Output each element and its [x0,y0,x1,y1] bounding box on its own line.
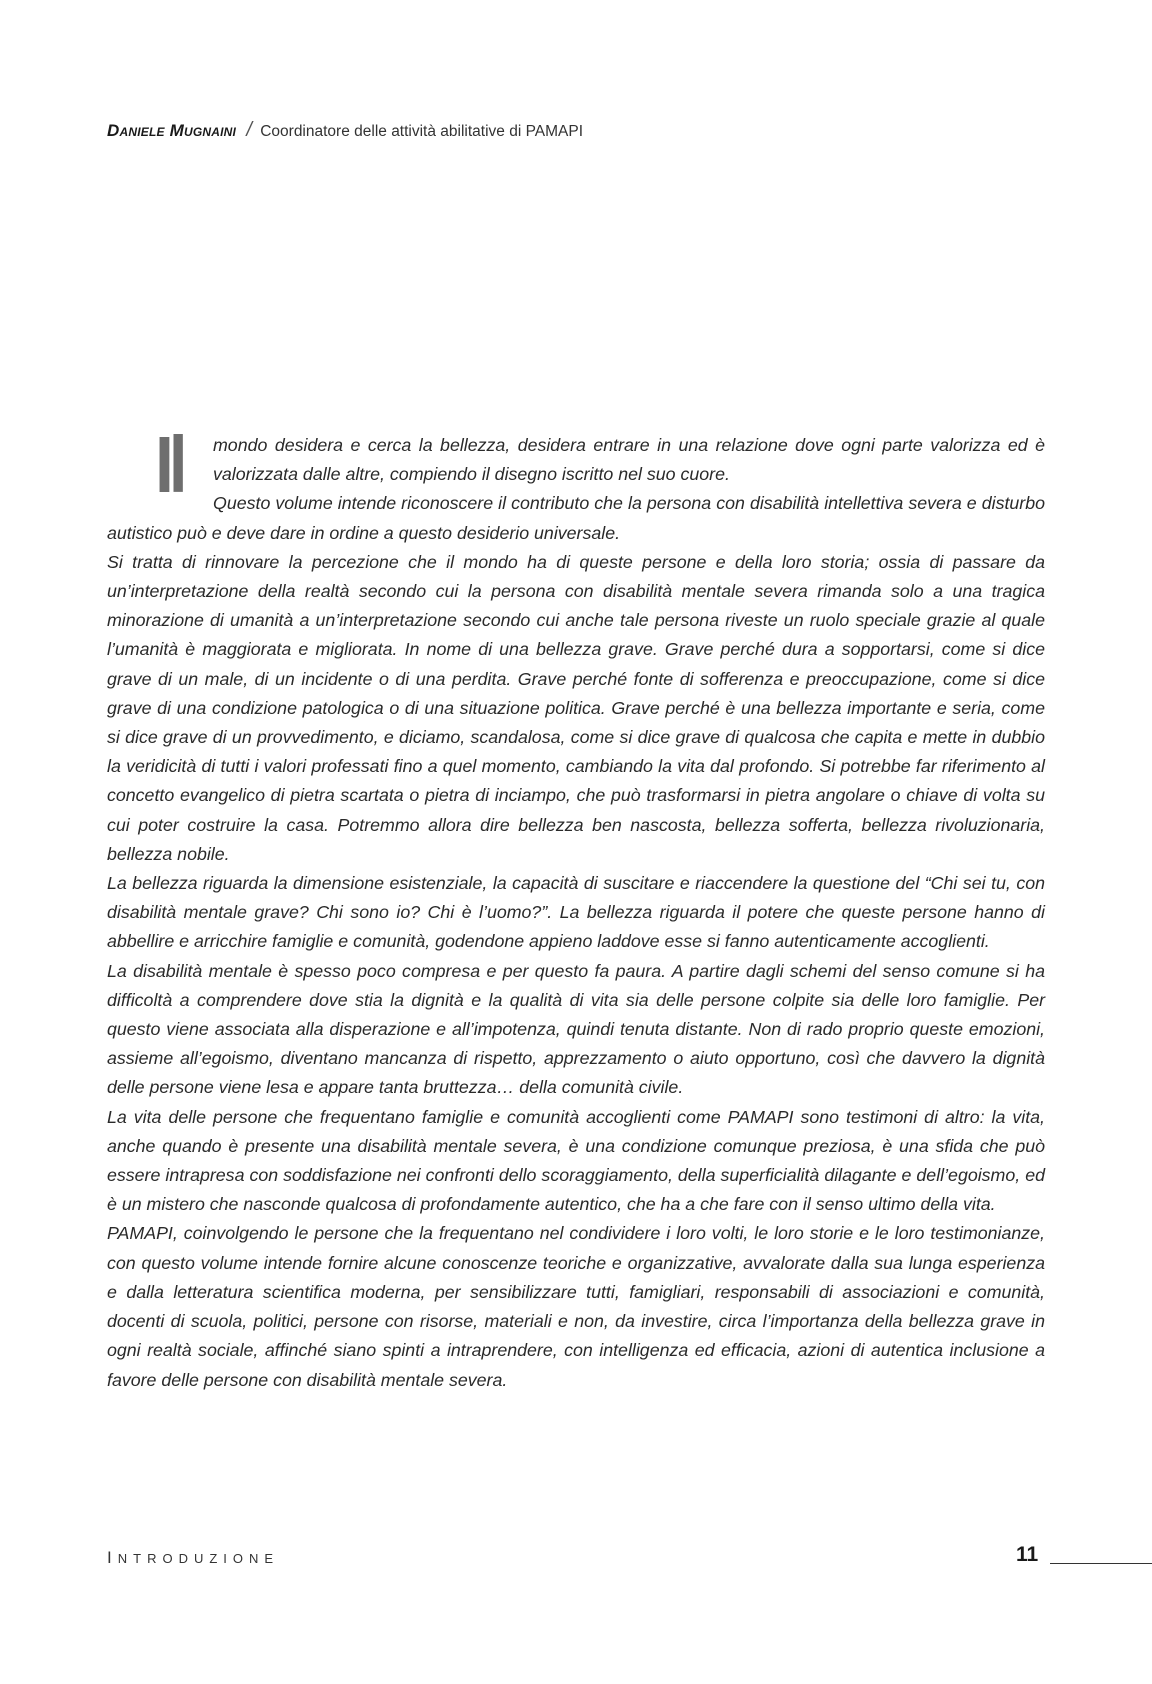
section-label [107,1548,279,1568]
paragraph: Questo volume intende riconoscere il contributo che la persona con disabilità intellettiva severa e disturbo autistico può e deve dare in ordine a questo desiderio universale. [107,493,1045,543]
section-label-rest: NTRODUZIONE [117,1551,280,1566]
paragraph: PAMAPI, coinvolgendo le persone che la frequentano nel condividere i loro volti, le loro storie e le loro testimonianze, con questo volume intende fornire alcune conoscenze teoriche e organizzative, avvalorate dalla sua lunga esperienza e dalla letteratura scientifica moderna, per sensibilizzare tutti, famigliari, responsabili di associazioni e comunità, docenti di scuola, politici, persone con risorse, materiali e non, da investire, circa l’importanza della bellezza grave in ogni realtà sociale, affinché siano spinti a intraprendere, con intelligenza ed efficacia, azioni di autentica inclusione a favore delle persone con disabilità mentale severa. [107,1223,1045,1390]
header-separator: / [246,119,252,141]
footer-rule [1050,1563,1152,1564]
author-name: Daniele Mugnaini [107,121,237,140]
section-label-initial: I [107,1548,118,1567]
page-number: 11 [1016,1543,1039,1566]
paragraph: La vita delle persone che frequentano famiglie e comunità accoglienti come PAMAPI sono testimoni di altro: la vita, anche quando è presente una disabilità mentale severa, è una condizione comunque preziosa, è una sfida che può essere intrapresa con soddisfazione nei confronti dello scoraggiamento, della superficialità dilagante e dell’egoismo, ed è un mistero che nasconde qualcosa di profondamente autentico, che ha a che fare con il senso ultimo della vita. [107,1106,1045,1215]
author-role: Coordinatore delle attività abilitative di PAMAPI [260,123,584,140]
paragraph: Si tratta di rinnovare la percezione che il mondo ha di queste persone e della loro storia; ossia di passare da un’interpretazione della realtà secondo cui la persona con disabilità mentale severa rimanda solo a una tragica minorazione di umanità a un’interpretazione secondo cui anche tale persona riveste un ruolo speciale grazie al quale l’umanità è maggiorata e migliorata. In nome di una bellezza grave. Grave perché dura a sopportarsi, come si dice grave di un male, di un incidente o di una perdita. Grave perché fonte di sofferenza e preoccupazione, come si dice grave di una condizione patologica o di una situazione politica. Grave perché è una bellezza importante e seria, come si dice grave di un provvedimento, e diciamo, scandalosa, come si dice grave di qualcosa che capita e mette in dubbio la veridicità di tutti i valori professati fino a quel momento, cambiando la vita dal profondo. Si potrebbe far riferimento al concetto evangelico di pietra scartata o pietra di inciampo, che può trasformarsi in pietra angolare o chiave di volta su cui poter costruire la casa. Potremmo allora dire bellezza ben nascosta, bellezza sofferta, bellezza rivoluzionaria, bellezza nobile. [107,551,1045,864]
article-body [107,420,1045,1395]
running-header [107,119,583,142]
drop-cap: Il [155,420,183,509]
paragraph: La bellezza riguarda la dimensione esistenziale, la capacità di suscitare e riaccendere la questione del “Chi sei tu, con disabilità mentale grave? Chi sono io? Chi è l’uomo?”. La bellezza riguarda il potere che queste persone hanno di abbellire e arricchire famiglie e comunità, godendone appieno laddove esse si fanno autenticamente accoglienti. [107,873,1045,952]
paragraph-text: mondo desidera e cerca la bellezza, desidera entrare in una relazione dove ogni parte valorizza ed è valorizzata dalle altre, compiendo il disegno iscritto nel suo cuore. [213,435,1045,485]
paragraph: La disabilità mentale è spesso poco compresa e per questo fa paura. A partire dagli schemi del senso comune si ha difficoltà a comprendere dove stia la dignità e la qualità di vita sia delle persone colpite sia delle loro famiglie. Per questo viene associata alla disperazione e all’impotenza, quindi tenuta distante. Non di rado proprio queste emozioni, assieme all’egoismo, diventano mancanza di rispetto, apprezzamento o aiuto opportuno, così che davvero la dignità delle persone viene lesa e appare tanta bruttezza… della comunità civile. [107,960,1045,1098]
paragraph [107,420,1045,509]
